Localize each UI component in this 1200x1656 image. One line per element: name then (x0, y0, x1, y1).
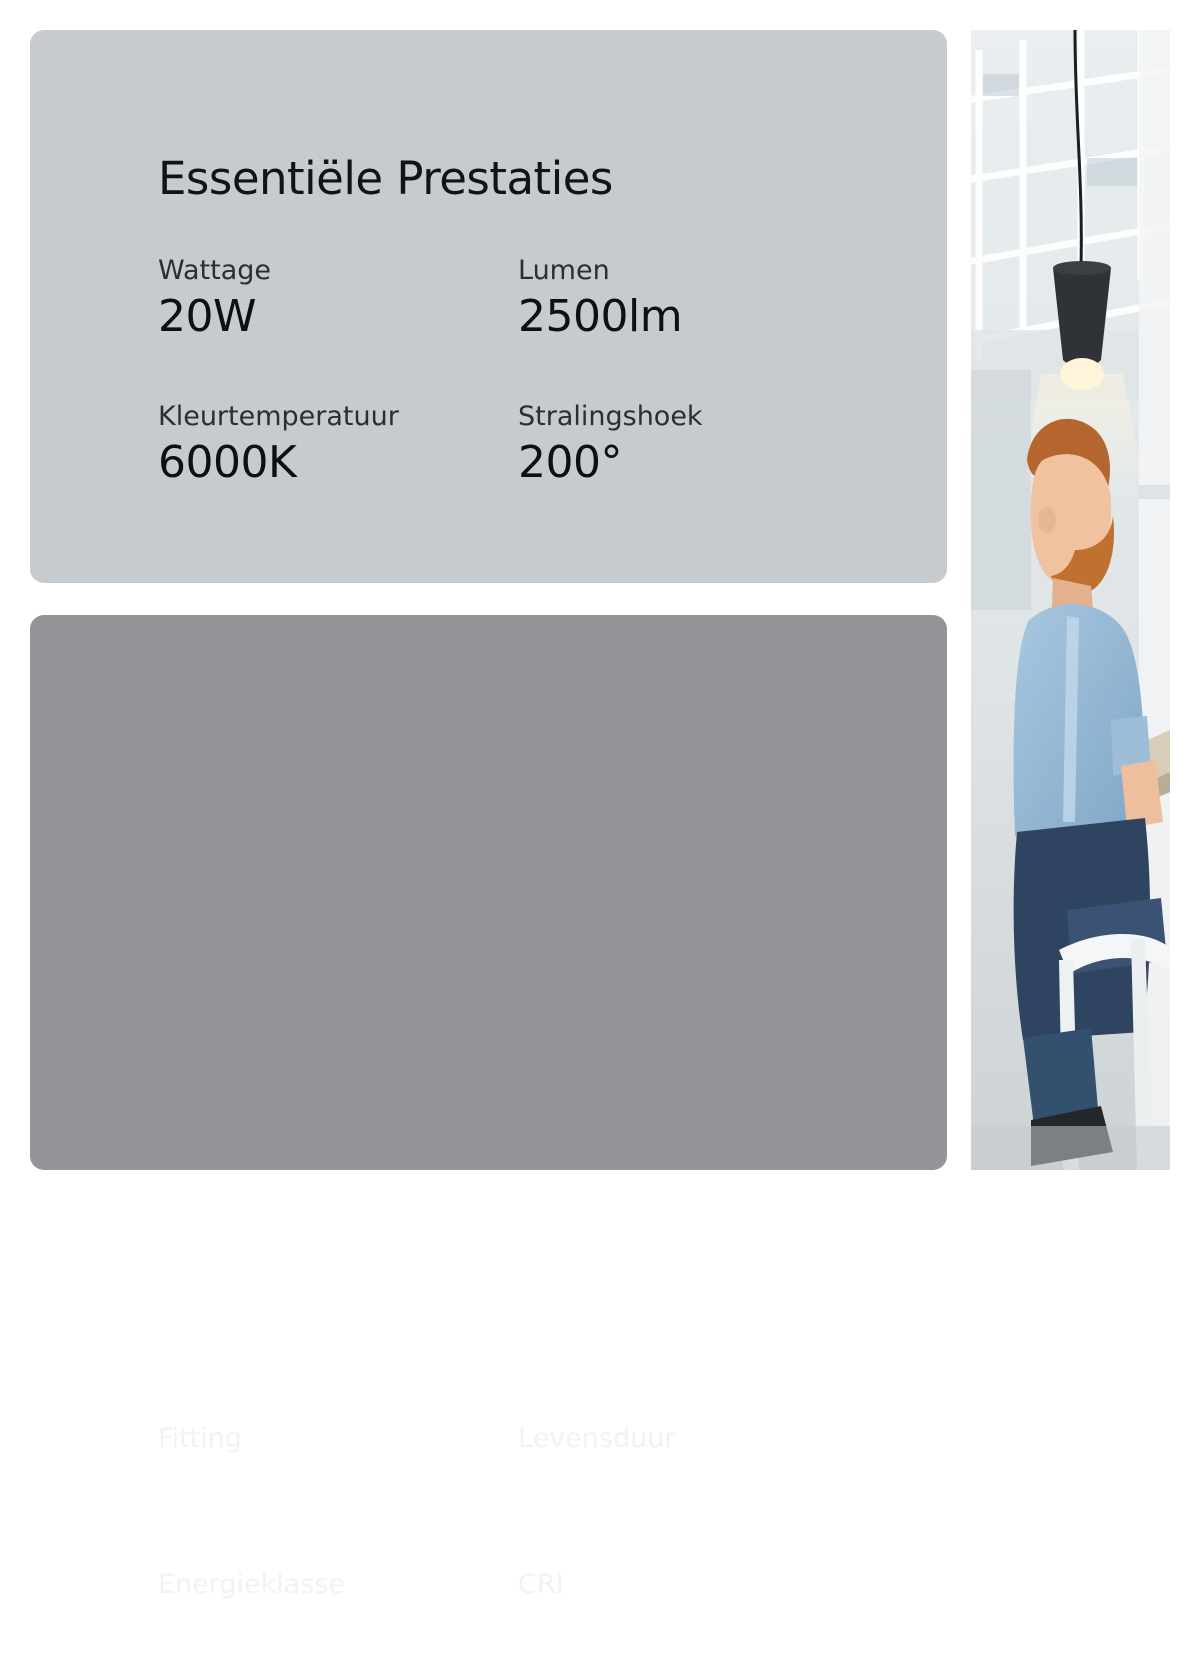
spec-item-cri (518, 1569, 858, 1656)
spec-item-stralingshoek (518, 401, 858, 489)
spec-value-lumen: 2500lm (518, 291, 683, 343)
spec-item-levensduur (518, 1423, 858, 1511)
card-title-usage-installation: Gebruik & Installatie (158, 1323, 609, 1376)
card-usage-installation (30, 615, 947, 1656)
spec-label-cri: CRI (518, 1568, 564, 1600)
spec-value-fitting: E27 (158, 1459, 241, 1511)
spec-value-kleurtemperatuur: 6000K (158, 436, 297, 488)
product-lifestyle-photo (971, 30, 1170, 1170)
spec-label-stralingshoek: Stralingshoek (518, 400, 703, 432)
spec-value-levensduur: 25000 uur (518, 1459, 742, 1511)
spec-item-lumen (518, 255, 858, 343)
spec-grid-essential-performance (158, 255, 858, 488)
spec-label-kleurtemperatuur: Kleurtemperatuur (158, 400, 399, 432)
spec-label-lumen: Lumen (518, 255, 610, 286)
spec-label-energieklasse: Energieklasse (158, 1568, 346, 1600)
spec-value-energieklasse: E (158, 1604, 186, 1656)
spec-item-wattage (158, 255, 518, 343)
spec-grid-usage-installation (158, 1423, 858, 1656)
card-title-essential-performance: Essentiële Prestaties (158, 152, 613, 205)
photo-illustration (971, 30, 1170, 1170)
spec-value-stralingshoek: 200° (518, 436, 622, 488)
spec-label-levensduur: Levensduur (518, 1423, 676, 1454)
spec-item-energieklasse (158, 1569, 518, 1656)
spec-label-fitting: Fitting (158, 1423, 242, 1454)
spec-item-kleurtemperatuur (158, 401, 518, 489)
spec-value-wattage: 20W (158, 291, 256, 343)
spec-label-wattage: Wattage (158, 255, 271, 286)
spec-value-cri: >80 (518, 1604, 610, 1656)
card-essential-performance (30, 30, 947, 583)
spec-item-fitting (158, 1423, 518, 1511)
